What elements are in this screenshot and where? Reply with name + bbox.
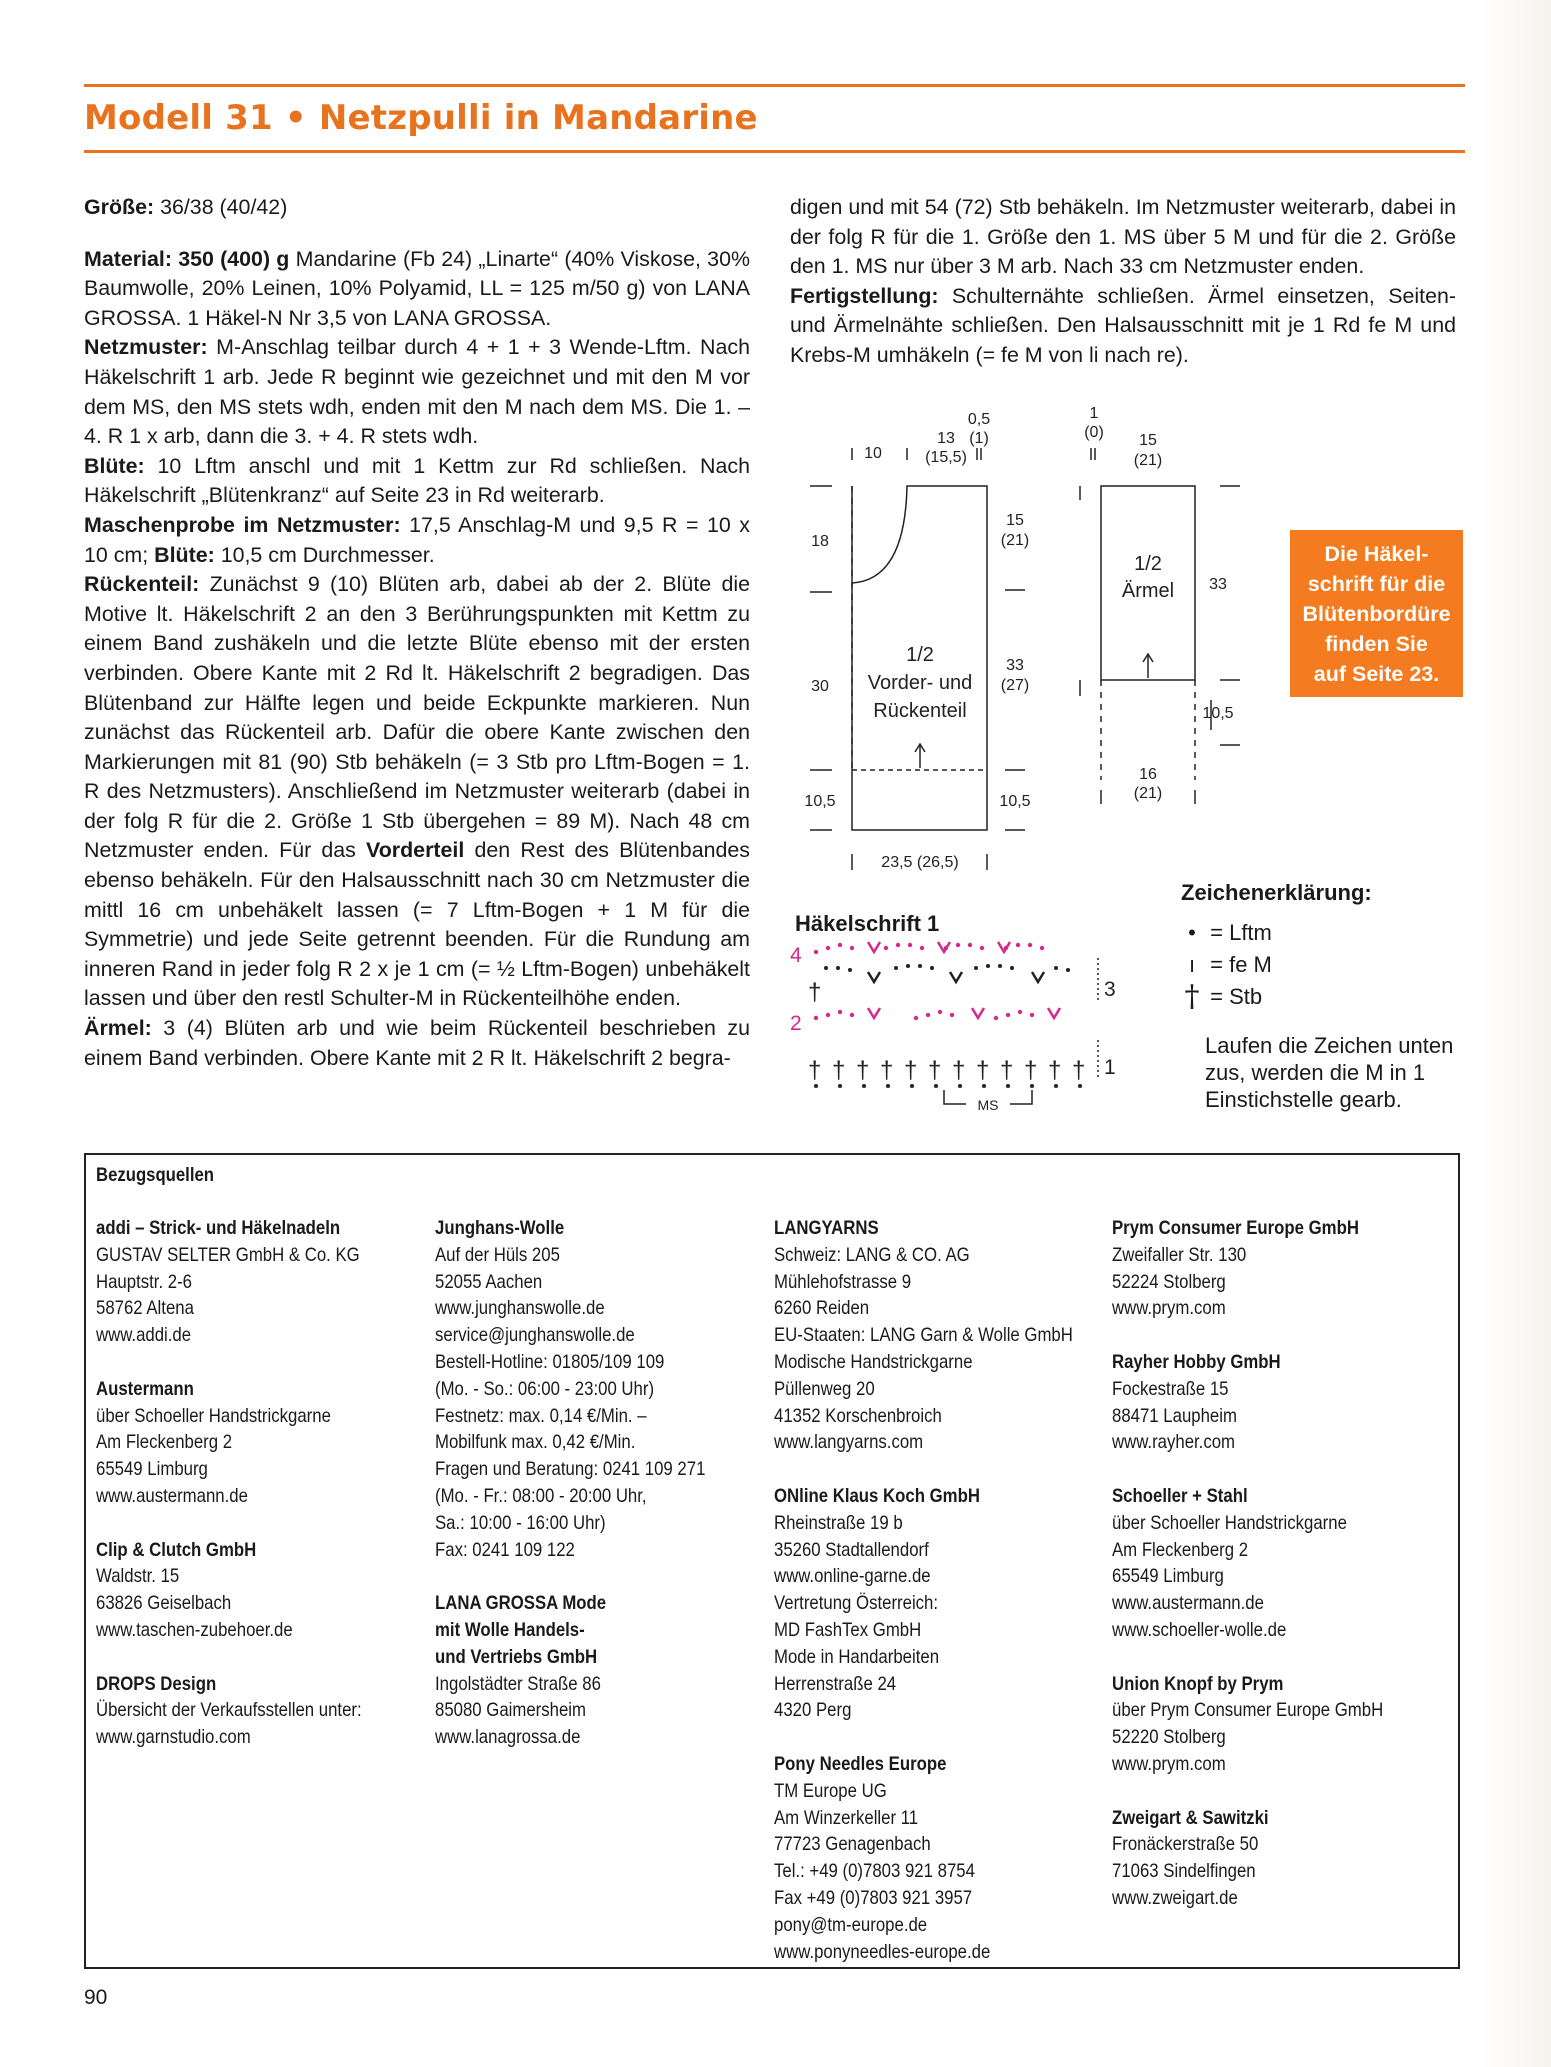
instructions-left-column [84, 193, 750, 1073]
aermel-continuation: digen und mit 54 (72) Stb behäkeln. Im Netzmuster weiterarb, dabei in der folg R für die 1. Größe den 1. MS über 5 M und für die 2. Größe den 1. MS nur über 3 M arb. Nach 33 cm Netzmuster enden. [790, 195, 1456, 279]
body-label-half: 1/2 [906, 644, 934, 666]
supplier-line: Fax +49 (0)7803 921 3957 [774, 1886, 973, 1909]
supplier-name: DROPS Design [96, 1672, 217, 1695]
chart-black-vs [868, 972, 1044, 982]
maschenprobe-text-bluete: 10,5 cm Durchmesser. [214, 542, 435, 567]
dim-33: 33 [1006, 657, 1024, 674]
dim-30: 30 [811, 678, 829, 695]
groesse-text: 36/38 (40/42) [154, 195, 288, 219]
supplier-line: Übersicht der Verkaufsstellen unter: [96, 1699, 362, 1722]
sleeve-label-aermel: Ärmel [1121, 580, 1175, 602]
svg-text:†: † [976, 1057, 990, 1084]
supplier-line: 85080 Gaimersheim [435, 1699, 587, 1722]
supplier-name: Rayher Hobby GmbH [1112, 1350, 1281, 1373]
aermel-text: 3 (4) Blüten arb und wie beim Rückenteil beschrieben zu einem Band verbinden. Obere Kante mit 2 R lt. Häkelschrift 2 begra- [84, 1016, 750, 1070]
supplier-line: Ingolstädter Straße 86 [435, 1672, 601, 1695]
supplier-line: Zweifaller Str. 130 [1112, 1243, 1247, 1266]
netzmuster-text: M-Anschlag teilbar durch 4 + 1 + 3 Wende-Lftm. Nach Häkelschrift 1 arb. Jede R beginnt wie gezeichnet und mit den M vor dem MS, den MS stets wdh, enden mit den M nach dem MS. Die 1. – 4. R 1 x arb, dann die 3. + 4. R stets wdh. [84, 335, 750, 449]
rueckenteil-label: Rückenteil: [84, 572, 200, 597]
chart-pink-vs [868, 942, 1060, 1018]
svg-text:†: † [880, 1057, 894, 1084]
supplier-name: LANA GROSSA Mode mit Wolle Handels- und Vertriebs GmbH [435, 1592, 607, 1668]
supplier-entry [96, 1537, 362, 1644]
supplier-line: Schweiz: LANG & CO. AG [774, 1243, 970, 1266]
supplier-line: Tel.: +49 (0)7803 921 8754 [774, 1860, 975, 1883]
supplier-line: Fronäckerstraße 50 [1112, 1833, 1259, 1856]
supplier-line: MD FashTex GmbH [774, 1618, 922, 1641]
haekelschrift-title: Häkelschrift 1 [795, 911, 940, 936]
aermel-label: Ärmel: [84, 1016, 152, 1041]
dim-shoulder-155: (15,5) [925, 449, 967, 466]
supplier-line: Mühlehofstrasse 9 [774, 1270, 912, 1293]
fertigstellung-label: Fertigstellung: [790, 283, 939, 308]
svg-text:†: † [832, 1057, 846, 1084]
supplier-line: GUSTAV SELTER GmbH & Co. KG [96, 1243, 360, 1266]
supplier-line: über Schoeller Handstrickgarne [1112, 1511, 1347, 1534]
supplier-entry [1112, 1671, 1383, 1778]
svg-text:†: † [1000, 1057, 1014, 1084]
legend-item-text: = Lftm [1210, 920, 1272, 945]
supplier-name: Clip & Clutch GmbH [96, 1538, 257, 1561]
material-text: Mandarine (Fb 24) „Linarte“ (40% Viskose, 30% Baumwolle, 20% Leinen, 10% Polyamid, LL = 125 m/50 g) von LANA GROSSA. 1 Häkel-N Nr 3,5 von LANA GROSSA. [84, 246, 750, 330]
supplier-line: Auf der Hüls 205 [435, 1243, 560, 1266]
svg-text:†: † [904, 1057, 918, 1084]
dim-shoulder-13: 13 [937, 430, 955, 447]
supplier-name: addi – Strick- und Häkelnadeln [96, 1217, 341, 1239]
supplier-entry [96, 1376, 362, 1510]
supplier-line: Rheinstraße 19 b [774, 1511, 903, 1534]
chart-row-2: 2 [790, 1012, 802, 1035]
supplier-line: EU-Staaten: LANG Garn & Wolle GmbH [774, 1324, 1073, 1347]
supplier-line: www.taschen-zubehoer.de [96, 1618, 293, 1641]
supplier-line: 52224 Stolberg [1112, 1270, 1226, 1293]
legend-item [1180, 981, 1272, 1013]
supplier-entry [435, 1215, 705, 1563]
supplier-entry [1112, 1805, 1383, 1912]
dim-05: 0,5 [967, 411, 991, 428]
material-label: Material: 350 (400) g [84, 246, 290, 271]
vorderteil-text: den Rest des Blütenbandes ebenso behäkeln. Für den Halsausschnitt nach 30 cm Netzmuster die mittl 16 cm unbehäkelt lassen (= 7 Lftm-Bogen + 1 M für die Symmetrie) und jede Seite getrennt beenden. Für die Rundung am inneren Rand in jeder folg R 2 x je 1 cm (= ½ Lftm-Bogen) unbehäkelt lassen und über den restl Schulter-M in Rückenteilhöhe enden. [84, 838, 750, 1011]
supplier-line: www.langyarns.com [774, 1431, 924, 1454]
supplier-entry [1112, 1483, 1383, 1644]
callout-line-5: auf Seite 23. [1313, 661, 1440, 686]
callout-line-3: Blütenbordüre [1302, 601, 1451, 626]
svg-text:†: † [856, 1057, 870, 1084]
maschenprobe-paragraph [84, 511, 750, 570]
sleeve-label-half: 1/2 [1134, 553, 1162, 575]
dim-width: 23,5 (26,5) [881, 854, 959, 871]
double-crochet-icon: † [1184, 979, 1200, 1014]
supplier-line: Püllenweg 20 [774, 1377, 875, 1400]
supplier-line: 41352 Korschenbroich [774, 1404, 942, 1427]
supplier-line: 71063 Sindelfingen [1112, 1860, 1256, 1883]
supplier-line: Herrenstraße 24 [774, 1672, 897, 1695]
page-title: Modell 31 • Netzpulli in Mandarine [84, 98, 758, 138]
supplier-line: 52220 Stolberg [1112, 1726, 1226, 1749]
supplier-line: www.junghanswolle.de [435, 1297, 605, 1320]
bluete-text: 10 Lftm anschl und mit 1 Kettm zur Rd schließen. Nach Häkelschrift „Blütenkranz“ auf Seite 23 in Rd weiterarb. [84, 453, 750, 508]
supplier-line: 88471 Laupheim [1112, 1404, 1237, 1427]
dim-21: (21) [1000, 532, 1030, 549]
supplier-line: Sa.: 10:00 - 16:00 Uhr) [435, 1511, 606, 1534]
svg-text:†: † [808, 979, 822, 1006]
supplier-line: www.rayher.com [1112, 1431, 1236, 1454]
supplier-line: www.prym.com [1112, 1752, 1226, 1775]
dim-18: 18 [811, 533, 829, 550]
supplier-line: Bestell-Hotline: 01805/109 109 [435, 1350, 665, 1373]
chart-row-4: 4 [790, 944, 802, 967]
fertigstellung-paragraph [790, 282, 1456, 371]
legend-title: Zeichenerklärung: [1181, 880, 1372, 905]
supplier-line: 4320 Perg [774, 1699, 852, 1722]
supplier-name: ONline Klaus Koch GmbH [774, 1484, 980, 1507]
callout-line-2: schrift für die [1307, 571, 1446, 596]
dim-15: 15 [1006, 512, 1024, 529]
supplier-name: Prym Consumer Europe GmbH [1112, 1217, 1359, 1239]
supplier-line: 6260 Reiden [774, 1297, 870, 1320]
maschenprobe-label: Maschenprobe im Netzmuster: [84, 512, 401, 537]
supplier-line: Am Winzerkeller 11 [774, 1806, 919, 1829]
supplier-line: Am Fleckenberg 2 [96, 1431, 233, 1454]
svg-text:†: † [1072, 1057, 1086, 1084]
supplier-line: Fragen und Beratung: 0241 109 271 [435, 1458, 706, 1481]
supplier-line: Fax: 0241 109 122 [435, 1538, 575, 1561]
chart-stitches [808, 979, 1085, 1084]
callout-box [1290, 530, 1463, 697]
maschenprobe-text: 17,5 Anschlag-M und 9,5 R = 10 x 10 cm; [84, 512, 750, 567]
supplier-entry [435, 1590, 705, 1751]
supplier-entry [1112, 1349, 1383, 1456]
supplier-line: www.addi.de [96, 1324, 192, 1347]
body-label-ruecken: Rückenteil [873, 700, 967, 722]
supplier-line: 65549 Limburg [96, 1458, 208, 1481]
supplier-entry [96, 1215, 362, 1349]
body-label-vorder: Vorder- und [867, 672, 973, 694]
suppliers-heading: Bezugsquellen [96, 1165, 214, 1186]
aermel-paragraph [84, 1014, 750, 1073]
crochet-chart [786, 930, 1126, 1110]
supplier-entry [774, 1751, 1073, 1965]
dim-105-left: 10,5 [804, 793, 836, 810]
vorderteil-label: Vorderteil [366, 838, 465, 863]
supplier-entry [774, 1215, 1073, 1456]
fertigstellung-text: Schulternähte schließen. Ärmel einsetzen, Seiten- und Ärmelnähte schließen. Den Halsausschnitt mit je 1 Rd fe M und Krebs-M umhäkeln (= fe M von li nach re). [790, 283, 1456, 367]
supplier-line: TM Europe UG [774, 1779, 887, 1802]
supplier-entry [774, 1483, 1073, 1724]
maschenprobe-label-bluete: Blüte: [154, 542, 215, 567]
supplier-line: über Schoeller Handstrickgarne [96, 1404, 331, 1427]
sleeve-dim-15: 15 [1139, 432, 1157, 449]
supplier-line: Hauptstr. 2-6 [96, 1270, 193, 1293]
page-edge-shade [1481, 0, 1551, 2067]
dim-neck-10: 10 [864, 445, 882, 462]
rueckenteil-paragraph [84, 570, 750, 1014]
legend-item-text: = Stb [1210, 984, 1263, 1009]
supplier-line: Mode in Handarbeiten [774, 1645, 940, 1668]
suppliers-column-3 [774, 1215, 1073, 1992]
supplier-line: www.lanagrossa.de [435, 1726, 581, 1749]
sleeve-dim-21: (21) [1133, 452, 1163, 469]
sleeve-dim-16: 16 [1139, 766, 1157, 783]
supplier-entry [96, 1671, 362, 1751]
svg-text:†: † [808, 1057, 822, 1084]
svg-text:†: † [1048, 1057, 1062, 1084]
supplier-name: Schoeller + Stahl [1112, 1484, 1248, 1507]
sleeve-dim-0: (0) [1084, 424, 1104, 441]
suppliers-column-1 [96, 1215, 362, 1778]
supplier-name: Junghans-Wolle [435, 1217, 565, 1239]
supplier-line: www.austermann.de [96, 1484, 248, 1507]
sleeve-dim-1: 1 [1089, 405, 1099, 422]
legend-note: Laufen die Zeichen unten zus, werden die M in 1 Einstichstelle gearb. [1205, 1033, 1454, 1112]
supplier-line: Waldstr. 15 [96, 1565, 180, 1588]
sleeve-dim-105: 10,5 [1202, 705, 1234, 722]
netzmuster-label: Netzmuster: [84, 335, 208, 360]
supplier-name: Zweigart & Sawitzki [1112, 1806, 1269, 1829]
supplier-line: 52055 Aachen [435, 1270, 543, 1293]
title-rule-top [84, 84, 1465, 87]
legend-item [1180, 949, 1272, 981]
supplier-line: 65549 Limburg [1112, 1565, 1224, 1588]
callout-line-1: Die Häkel- [1324, 541, 1429, 566]
supplier-line: (Mo. - So.: 06:00 - 23:00 Uhr) [435, 1377, 655, 1400]
supplier-line: 77723 Genagenbach [774, 1833, 931, 1856]
supplier-line: Fockestraße 15 [1112, 1377, 1229, 1400]
chart-black-dots [814, 964, 1082, 1088]
supplier-line: Vertretung Österreich: [774, 1592, 939, 1615]
supplier-line: 35260 Stadtallendorf [774, 1538, 929, 1561]
suppliers-box [84, 1153, 1460, 1969]
svg-text:†: † [952, 1057, 966, 1084]
groesse-label: Größe: [84, 195, 155, 219]
supplier-line: www.prym.com [1112, 1297, 1226, 1320]
supplier-line: www.online-garne.de [774, 1565, 931, 1588]
supplier-line: Am Fleckenberg 2 [1112, 1538, 1249, 1561]
supplier-entry [1112, 1215, 1383, 1322]
supplier-line: (Mo. - Fr.: 08:00 - 20:00 Uhr, [435, 1484, 647, 1507]
supplier-line: über Prym Consumer Europe GmbH [1112, 1699, 1384, 1722]
supplier-line: 63826 Geiselbach [96, 1592, 232, 1615]
callout-line-4: finden Sie [1325, 631, 1428, 656]
material-paragraph [84, 245, 750, 334]
supplier-line: www.zweigart.de [1112, 1886, 1238, 1909]
supplier-name: LANGYARNS [774, 1217, 879, 1239]
legend-item [1180, 917, 1272, 949]
title-rule-bottom [84, 150, 1465, 153]
supplier-line: www.schoeller-wolle.de [1112, 1618, 1287, 1641]
instructions-right-column [790, 193, 1456, 371]
legend-item-text: = fe M [1210, 952, 1272, 977]
dim-1p: (1) [969, 430, 989, 447]
sleeve-dim-21b: (21) [1133, 785, 1163, 802]
dim-27: (27) [1000, 677, 1030, 694]
chart-pink-dots [814, 943, 1044, 1020]
chart-row-1: 1 [1104, 1056, 1116, 1079]
supplier-line: www.ponyneedles-europe.de [774, 1940, 991, 1963]
bluete-label: Blüte: [84, 453, 145, 478]
netzmuster-paragraph [84, 333, 750, 451]
suppliers-column-4 [1112, 1215, 1383, 1939]
page-number: 90 [84, 1986, 108, 2009]
supplier-line: Festnetz: max. 0,14 €/Min. – [435, 1404, 647, 1427]
svg-text:†: † [1024, 1057, 1038, 1084]
suppliers-column-2 [435, 1215, 705, 1778]
dim-105-right: 10,5 [999, 793, 1031, 810]
supplier-name: Pony Needles Europe [774, 1752, 947, 1775]
supplier-line: www.austermann.de [1112, 1592, 1264, 1615]
rueckenteil-text: Zunächst 9 (10) Blüten arb, dabei ab der 2. Blüte die Motive lt. Häkelschrift 2 an den 3 Berührungspunkten mit Kettm zu einem Band zushäkeln und die letzte Blüte ebenso mit der ersten verbinden. Obere Kante mit 2 Rd lt. Häkelschrift 2 begradigen. Das Blütenband zur Hälfte legen und beide Eckpunkte markieren. Nun zunächst das Rückenteil arb. Dafür die obere Kante zwischen den Markierungen mit 81 (90) Stb behäkeln (= 3 Stb pro Lftm-Bogen = 1. R des Netzmusters). Anschließend im Netzmuster weiterarb (dabei in der folg R für die 2. Größe 1 Stb übergehen = 89 M). Nach 48 cm Netzmuster enden. Für das [84, 572, 750, 863]
chart-ms-label: MS [977, 1097, 999, 1110]
supplier-line: www.garnstudio.com [96, 1726, 251, 1749]
supplier-line: service@junghanswolle.de [435, 1324, 635, 1347]
supplier-line: Mobilfunk max. 0,42 €/Min. [435, 1431, 636, 1454]
supplier-line: Modische Handstrickgarne [774, 1350, 973, 1373]
groesse-paragraph [84, 193, 750, 223]
supplier-line: 58762 Altena [96, 1297, 194, 1320]
chart-row-3: 3 [1104, 978, 1116, 1001]
supplier-name: Union Knopf by Prym [1112, 1672, 1284, 1695]
supplier-line: pony@tm-europe.de [774, 1913, 928, 1936]
sleeve-dim-33: 33 [1209, 576, 1227, 593]
single-crochet-icon: ı [1188, 952, 1196, 977]
bluete-paragraph [84, 452, 750, 511]
legend-list [1180, 917, 1272, 1013]
chain-stitch-icon: • [1188, 920, 1196, 945]
svg-text:†: † [928, 1057, 942, 1084]
supplier-name: Austermann [96, 1377, 194, 1400]
